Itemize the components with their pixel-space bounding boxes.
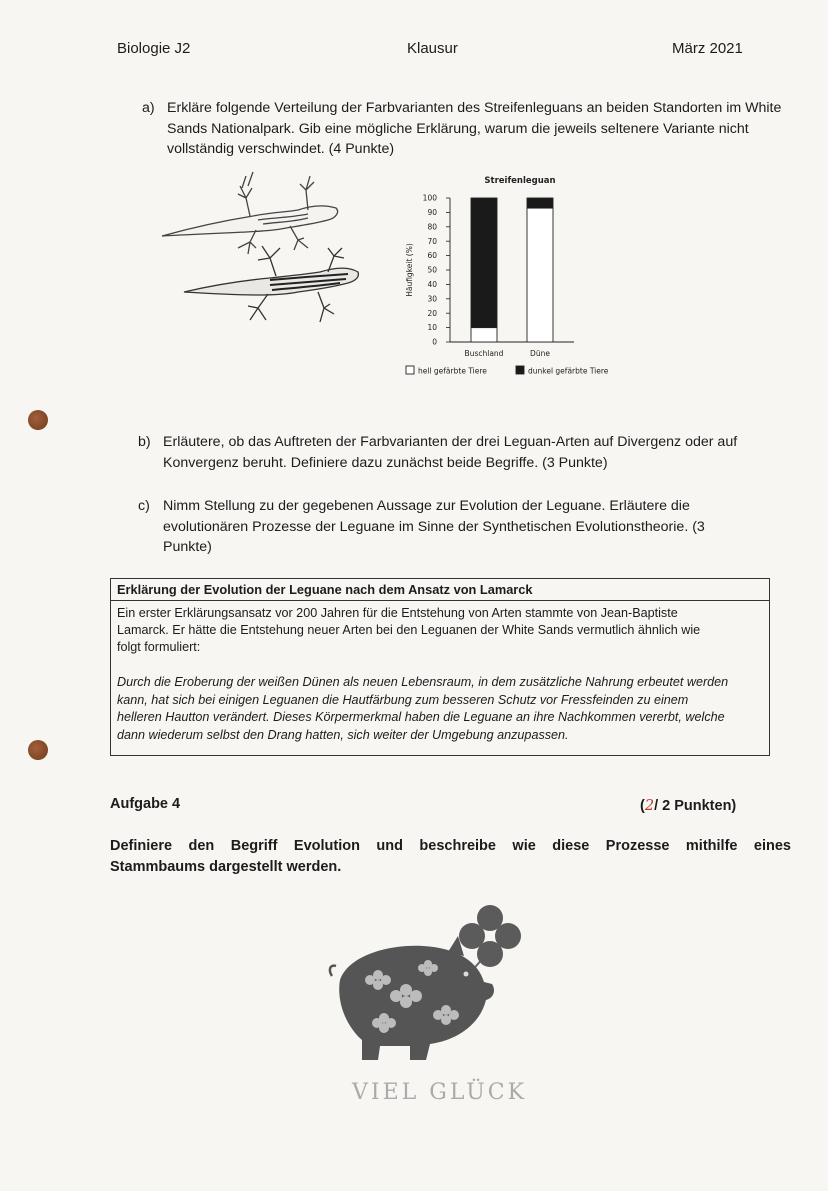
x-category-label: Düne <box>530 349 550 358</box>
legend-swatch-light <box>406 366 414 374</box>
striped-lizard-drawing <box>184 246 358 322</box>
task-b-text: Erläutere, ob das Auftreten der Farbvarianten der drei Leguan-Arten auf Divergenz oder auf Konvergenz beruht. Definiere dazu zunächst beide Begriffe. (3 Punkte) <box>163 434 738 471</box>
task-c <box>138 496 748 558</box>
x-category-label: Buschland <box>464 349 504 358</box>
task-a-text: Erkläre folgende Verteilung der Farbvarianten des Streifenleguans an beiden Standorten im White Sands Nationalpark. Gib eine mögliche Erklärung, warum die jeweils seltenere Variante nicht vollständig verschwindet. (4 Punkte) <box>167 100 782 157</box>
bar-düne-series-0 <box>527 208 553 342</box>
lamarck-quote <box>111 656 769 744</box>
bar-buschland-series-0 <box>471 328 497 342</box>
task4-heading: Aufgabe 4 <box>110 796 181 812</box>
light-lizard-drawing <box>162 172 338 254</box>
legend-label-light: hell gefärbte Tiere <box>418 366 487 376</box>
task4-text <box>110 836 791 878</box>
header-date: März 2021 <box>672 40 743 57</box>
y-ticks <box>423 194 450 347</box>
lamarck-quote-line: helleren Hautton verändert. Dieses Körpermerkmal haben die Leguane an ihre Nachkommen vererbt, welche <box>117 710 725 724</box>
lamarck-quote-line: dann wiederum selbst den Drang hatten, sich weiter der Umgebung anzupassen. <box>117 727 569 742</box>
task4-points-open: ( <box>640 798 645 814</box>
y-tick-label: 10 <box>427 323 437 333</box>
y-tick-label: 90 <box>427 208 437 217</box>
header-type: Klausur <box>407 40 458 57</box>
task4-text-line1: Definiere den Begriff Evolution und beschreibe wie diese Prozesse mithilfe eines <box>110 838 791 854</box>
chart-title: Streifenleguan <box>484 176 556 186</box>
bar-düne-series-1 <box>527 198 553 208</box>
lamarck-quote-line: kann, hat sich bei einigen Leguanen die Hautfärbung zum besseren Schutz vor Fressfeinden zu einem <box>117 692 689 707</box>
lamarck-intro <box>111 601 769 656</box>
y-tick-label: 80 <box>427 222 437 232</box>
task-b-label: b) <box>138 434 151 450</box>
y-tick-label: 20 <box>427 308 437 318</box>
y-tick-label: 0 <box>432 337 437 347</box>
bars-group <box>471 198 553 342</box>
punch-hole-top <box>28 410 48 430</box>
pig-icon <box>330 936 494 1060</box>
task-c-label: c) <box>138 498 150 514</box>
lamarck-intro-line: folgt formuliert: <box>117 640 201 654</box>
lamarck-title: Erklärung der Evolution der Leguane nach dem Ansatz von Lamarck <box>111 579 769 601</box>
task-b <box>138 432 788 473</box>
bar-buschland-series-1 <box>471 198 497 328</box>
y-tick-label: 70 <box>427 236 437 246</box>
task4-text-line2: Stammbaums dargestellt werden. <box>110 859 342 875</box>
lamarck-box <box>110 578 770 756</box>
task-a <box>142 98 792 160</box>
y-tick-label: 30 <box>427 294 437 304</box>
x-labels <box>465 349 551 358</box>
y-tick-label: 40 <box>427 280 437 289</box>
lamarck-intro-line: Ein erster Erklärungsansatz vor 200 Jahren für die Entstehung von Arten stammte von Jean-Baptiste <box>117 606 678 620</box>
task4-points-rest: / 2 Punkten) <box>654 798 737 814</box>
y-tick-label: 50 <box>427 265 437 275</box>
punch-hole-bottom <box>28 740 48 760</box>
task4-points <box>640 798 736 814</box>
y-axis-label: Häufigkeit (%) <box>405 243 414 297</box>
bar-chart <box>394 168 634 383</box>
lizard-illustration <box>158 168 368 340</box>
legend-label-dark: dunkel gefärbte Tiere <box>528 366 609 376</box>
y-tick-label: 100 <box>422 193 437 203</box>
header-subject: Biologie J2 <box>117 40 191 57</box>
y-tick-label: 60 <box>427 251 437 261</box>
lucky-pig-illustration <box>318 900 548 1080</box>
task4-score-handwritten: 2 <box>644 798 655 814</box>
task-c-text: Nimm Stellung zu der gegebenen Aussage zur Evolution der Leguane. Erläutere die evolutionären Prozesse der Leguane im Sinne der Synthetischen Evolutionstheorie. (3 Punkte) <box>163 498 705 555</box>
footer-greeting: VIEL GLÜCK <box>352 1080 528 1105</box>
task-a-label: a) <box>142 100 155 116</box>
legend-swatch-dark <box>516 366 524 374</box>
lamarck-quote-line: Durch die Eroberung der weißen Dünen als neuen Lebensraum, in dem zusätzliche Nahrung erbeutet werden <box>117 675 729 689</box>
lamarck-intro-line: Lamarck. Er hätte die Entstehung neuer Arten bei den Leguanen der White Sands vermutlich ähnlich wie <box>117 623 701 637</box>
